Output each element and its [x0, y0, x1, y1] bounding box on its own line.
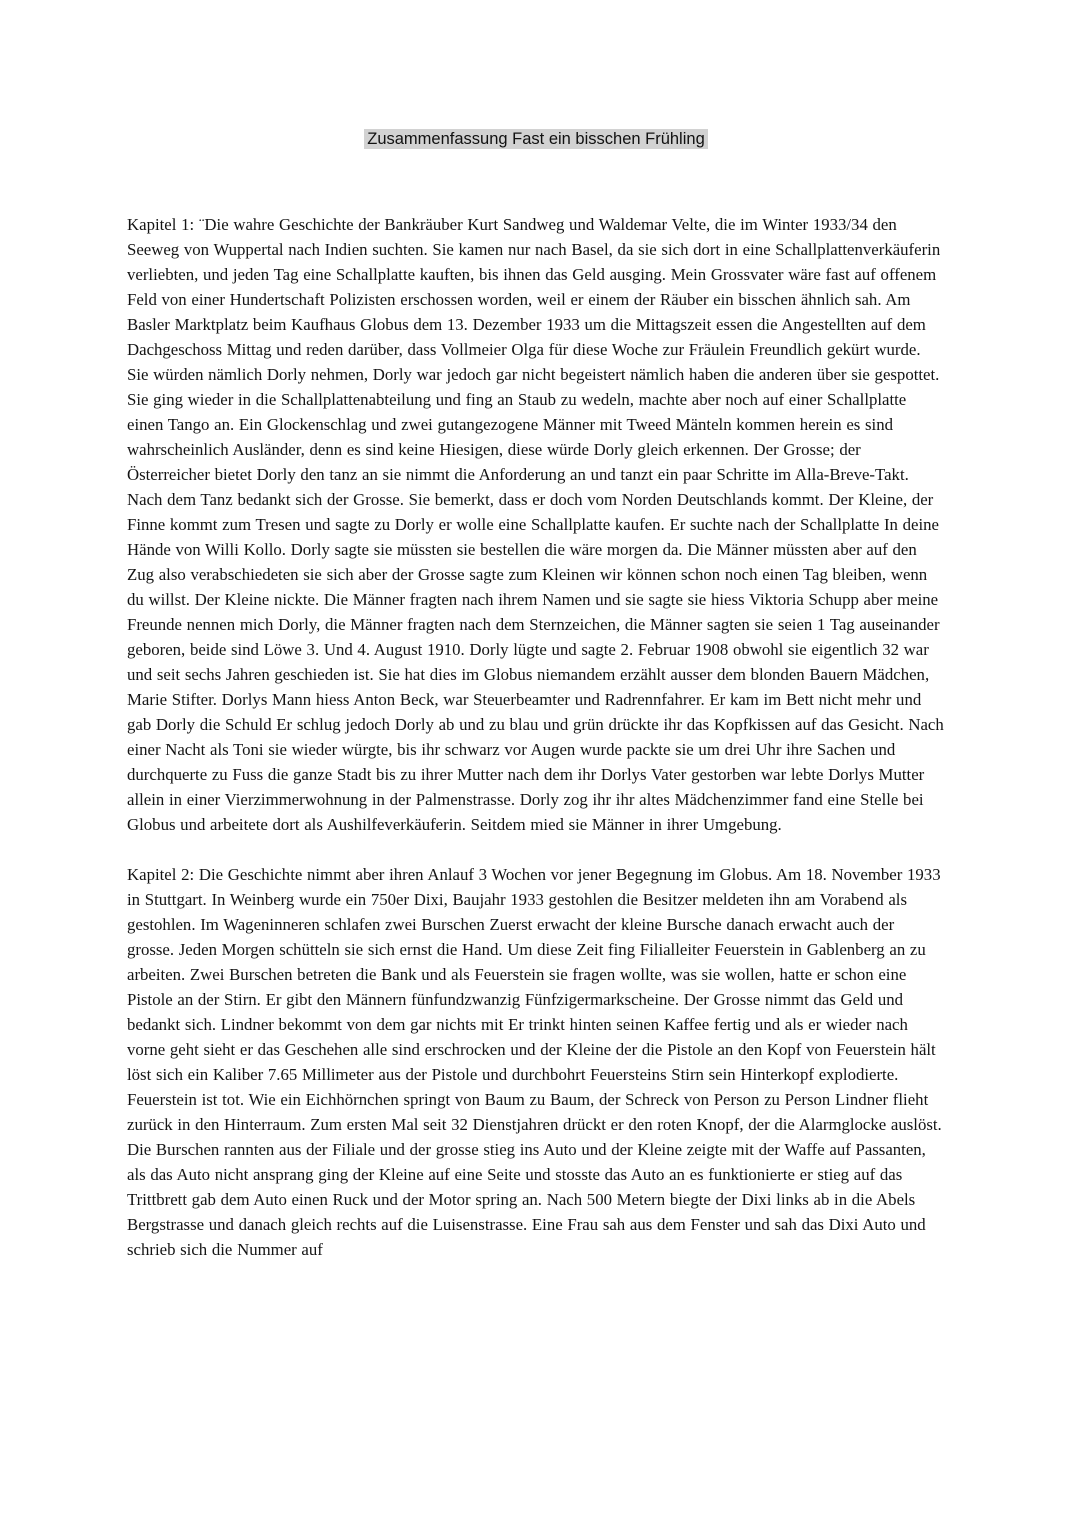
document-title-highlight: Zusammenfassung Fast ein bisschen Frühling — [364, 129, 708, 149]
document-title — [127, 128, 945, 150]
document-content — [127, 128, 945, 1287]
paragraph-kapitel-1: Kapitel 1: ¨Die wahre Geschichte der Bankräuber Kurt Sandweg und Waldemar Velte, die im Winter 1933/34 den Seeweg von Wuppertal nach Indien suchten. Sie kamen nur nach Basel, da sie sich dort in eine Schallplattenverkäuferin verliebten, und jeden Tag eine Schallplatte kauften, bis ihnen das Geld ausging. Mein Grossvater wäre fast auf offenem Feld von einer Hundertschaft Polizisten erschossen worden, weil er einem der Räuber ein bisschen ähnlich sah. Am Basler Marktplatz beim Kaufhaus Globus dem 13. Dezember 1933 um die Mittagszeit essen die Angestellten auf dem Dachgeschoss Mittag und reden darüber, dass Vollmeier Olga für diese Woche zur Fräulein Freundlich gekürt wurde. Sie würden nämlich Dorly nehmen, Dorly war jedoch gar nicht begeistert nämlich haben die anderen über sie gespottet. Sie ging wieder in die Schallplattenabteilung und fing an Staub zu wedeln, machte aber noch auf einer Schallplatte einen Tango an. Ein Glockenschlag und zwei gutangezogene Männer mit Tweed Mänteln kommen herein es sind wahrscheinlich Ausländer, denn es sind keine Hiesigen, diese würde Dorly gleich erkennen. Der Grosse; der Österreicher bietet Dorly den tanz an sie nimmt die Anforderung an und tanzt ein paar Schritte im Alla-Breve-Takt. Nach dem Tanz bedankt sich der Grosse. Sie bemerkt, dass er doch vom Norden Deutschlands kommt. Der Kleine, der Finne kommt zum Tresen und sagte zu Dorly er wolle eine Schallplatte kaufen. Er suchte nach der Schallplatte In deine Hände von Willi Kollo. Dorly sagte sie müssten sie bestellen die wäre morgen da. Die Männer müssten aber auf den Zug also verabschiedeten sie sich aber der Grosse sagte zum Kleinen wir können schon noch einen Tag bleiben, wenn du willst. Der Kleine nickte. Die Männer fragten nach ihrem Namen und sie sagte sie hiess Viktoria Schupp aber meine Freunde nennen mich Dorly, die Männer fragten nach dem Sternzeichen, die Männer sagten sie seien 1 Tag auseinander geboren, beide sind Löwe 3. Und 4. August 1910. Dorly lügte und sagte 2. Februar 1908 obwohl sie eigentlich 32 war und seit sechs Jahren geschieden ist. Sie hat dies im Globus niemandem erzählt ausser dem blonden Bauern Mädchen, Marie Stifter. Dorlys Mann hiess Anton Beck, war Steuerbeamter und Radrennfahrer. Er kam im Bett nicht mehr und gab Dorly die Schuld Er schlug jedoch Dorly ab und zu blau und grün drückte ihr das Kopfkissen auf das Gesicht. Nach einer Nacht als Toni sie wieder würgte, bis ihr schwarz vor Augen wurde packte sie um drei Uhr ihre Sachen und durchquerte zu Fuss die ganze Stadt bis zu ihrer Mutter nach dem ihr Dorlys Vater gestorben war lebte Dorlys Mutter allein in einer Vierzimmerwohnung in der Palmenstrasse. Dorly zog ihr ihr altes Mädchenzimmer fand eine Stelle bei Globus und arbeitete dort als Aushilfeverkäuferin. Seitdem mied sie Männer in ihrer Umgebung. — [127, 215, 944, 834]
paragraph-kapitel-2: Kapitel 2: Die Geschichte nimmt aber ihren Anlauf 3 Wochen vor jener Begegnung im Globus. Am 18. November 1933 in Stuttgart. In Weinberg wurde ein 750er Dixi, Baujahr 1933 gestohlen die Besitzer meldeten ihn am Vorabend als gestohlen. Im Wageninneren schlafen zwei Burschen Zuerst erwacht der kleine Bursche danach erwacht auch der grosse. Jeden Morgen schütteln sie sich ernst die Hand. Um diese Zeit fing Filialleiter Feuerstein in Gablenberg an zu arbeiten. Zwei Burschen betreten die Bank und als Feuerstein sie fragen wollte, was sie wollen, hatte er schon eine Pistole an der Stirn. Er gibt den Männern fünfundzwanzig Fünfzigermarkscheine. Der Grosse nimmt das Geld und bedankt sich. Lindner bekommt von dem gar nichts mit Er trinkt hinten seinen Kaffee fertig und als er wieder nach vorne geht sieht er das Geschehen alle sind erschrocken und der Kleine der die Pistole an den Kopf von Feuerstein hält löst sich ein Kaliber 7.65 Millimeter aus der Pistole und durchbohrt Feuersteins Stirn sein Hinterkopf explodierte. Feuerstein ist tot. Wie ein Eichhörnchen springt von Baum zu Baum, der Schreck von Person zu Person Lindner flieht zurück in den Hinterraum. Zum ersten Mal seit 32 Dienstjahren drückt er den roten Knopf, der die Alarmglocke auslöst. Die Burschen rannten aus der Filiale und der grosse stieg ins Auto und der Kleine zeigte mit der Waffe auf Passanten, als das Auto nicht ansprang ging der Kleine auf eine Seite und stosste das Auto an es funktionierte er stieg auf das Trittbrett gab dem Auto einen Ruck und der Motor spring an. Nach 500 Metern biegte der Dixi links ab in die Abels Bergstrasse und danach gleich rechts auf die Luisenstrasse. Eine Frau sah aus dem Fenster und sah das Dixi Auto und schrieb sich die Nummer auf — [127, 865, 942, 1259]
